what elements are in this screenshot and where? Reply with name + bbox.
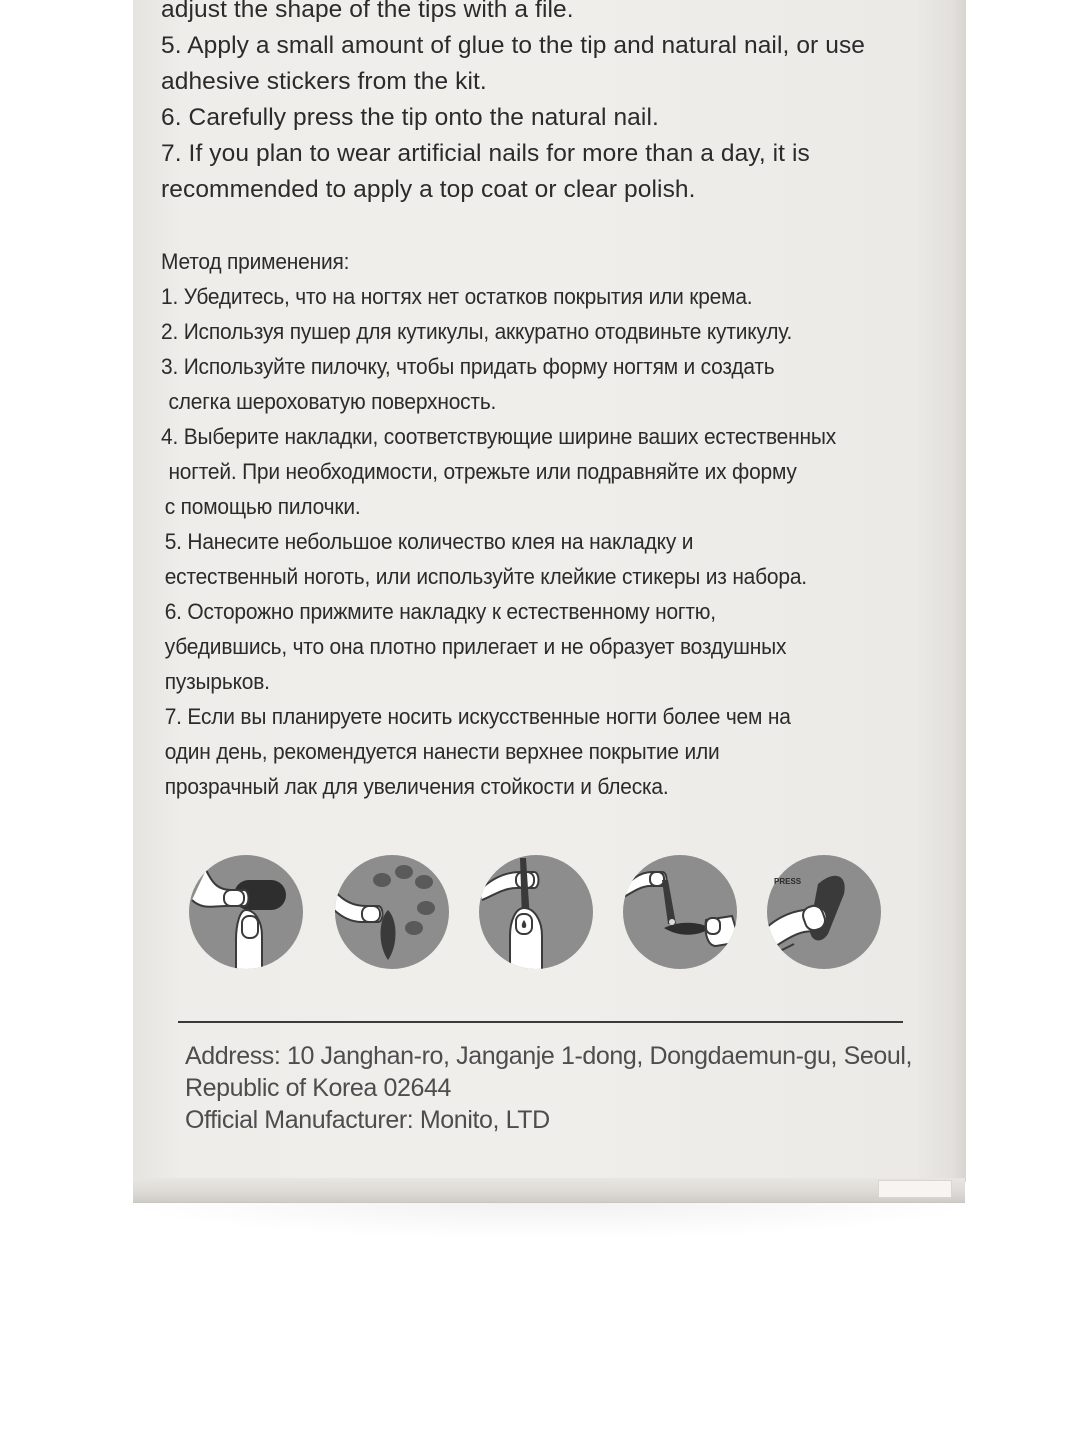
manufacturer-line: Official Manufacturer: Monito, LTD bbox=[185, 1106, 550, 1134]
press-label: PRESS bbox=[774, 877, 802, 886]
instruction-line: 2. Используя пушер для кутикулы, аккуратно отодвиньте кутикулу. bbox=[161, 319, 793, 344]
instruction-line: слегка шероховатую поверхность. bbox=[168, 389, 497, 414]
press-tip-icon bbox=[764, 850, 884, 974]
instruction-line: 4. Выберите накладки, соответствующие ширине ваших естественных bbox=[161, 424, 837, 449]
instructions-english bbox=[161, 0, 921, 208]
instruction-line: убедившись, что она плотно прилегает и не образует воздушных bbox=[164, 634, 787, 659]
instruction-line: adjust the shape of the tips with a file. bbox=[161, 0, 574, 23]
instruction-line: с помощью пилочки. bbox=[164, 494, 361, 519]
instruction-line: прозрачный лак для увеличения стойкости и блеска. bbox=[164, 774, 669, 799]
divider-line bbox=[178, 1021, 903, 1023]
instruction-line: 7. Если вы планируете носить искусственные ногти более чем на bbox=[164, 704, 791, 729]
instruction-line: 6. Осторожно прижмите накладку к естественному ногтю, bbox=[164, 599, 716, 624]
instruction-line: adhesive stickers from the kit. bbox=[161, 68, 487, 95]
box-shadow bbox=[110, 1200, 990, 1240]
box-bottom-edge bbox=[133, 1178, 965, 1203]
cuticle-push-icon bbox=[186, 850, 306, 974]
instructions-russian bbox=[161, 244, 905, 804]
application-steps-icons bbox=[186, 850, 886, 980]
instruction-line: 5. Apply a small amount of glue to the tip and natural nail, or use bbox=[161, 32, 866, 59]
instruction-line: 1. Убедитесь, что на ногтях нет остатков покрытия или крема. bbox=[161, 284, 753, 309]
box-side-edge bbox=[950, 0, 966, 1182]
instruction-line: ногтей. При необходимости, отрежьте или подравняйте их форму bbox=[168, 459, 797, 484]
instruction-line: один день, рекомендуется нанести верхнее покрытие или bbox=[164, 739, 720, 764]
instruction-line: 7. If you plan to wear artificial nails for more than a day, it is bbox=[161, 140, 810, 167]
box-flap bbox=[878, 1180, 952, 1198]
nail-tips-size-icon bbox=[332, 850, 452, 974]
instructions-heading: Метод применения: bbox=[161, 249, 350, 274]
instruction-line: пузырьков. bbox=[164, 669, 270, 694]
instruction-line: естественный ноготь, или используйте клейкие стикеры из набора. bbox=[164, 564, 807, 589]
manufacturer-info bbox=[185, 1040, 945, 1136]
glue-icon bbox=[620, 850, 740, 974]
address-line-2: Republic of Korea 02644 bbox=[185, 1074, 451, 1102]
address-line-1: Address: 10 Janghan-ro, Janganje 1-dong, Dongdaemun-gu, Seoul, bbox=[185, 1042, 913, 1070]
instruction-line: 6. Carefully press the tip onto the natural nail. bbox=[161, 104, 659, 131]
instruction-line: recommended to apply a top coat or clear polish. bbox=[161, 176, 696, 203]
instruction-line: 5. Нанесите небольшое количество клея на накладку и bbox=[164, 529, 694, 554]
file-icon bbox=[476, 850, 596, 974]
instruction-line: 3. Используйте пилочку, чтобы придать форму ногтям и создать bbox=[161, 354, 775, 379]
